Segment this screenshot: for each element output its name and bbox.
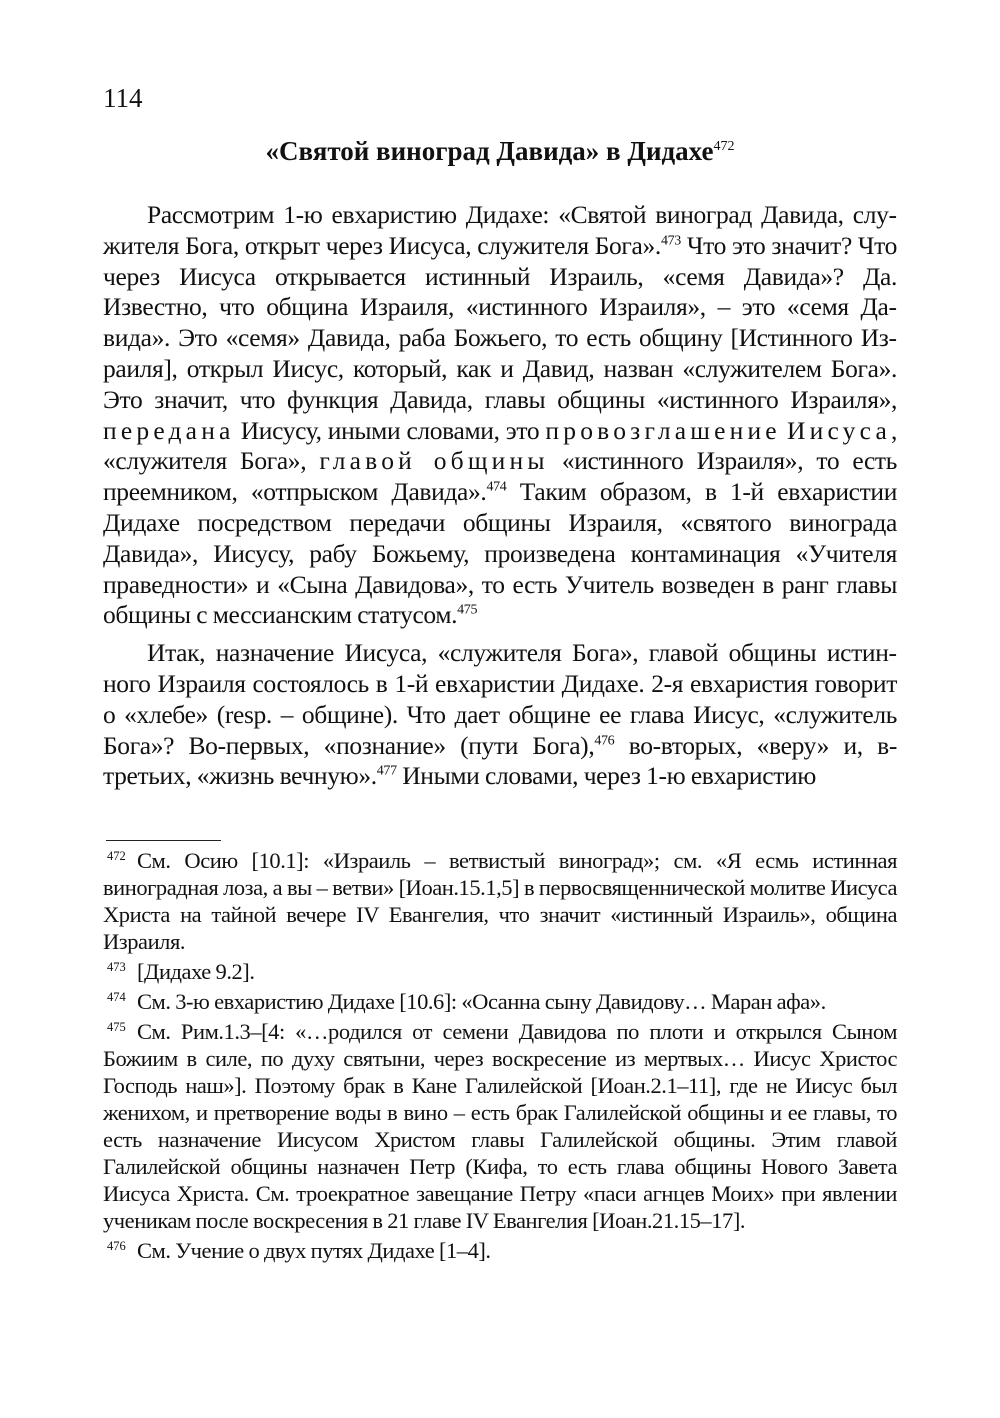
paragraph-1 bbox=[103, 200, 897, 631]
footnote-472: 472 См. Осию [10.1]: «Израиль – ветвистый виноград»; см. «Я есмь истинная виноградная лоза, а вы – ветви» [Иоан.15.1,5] в первосвященнической молитве Иисуса Христа на тайной вечере IV Евангелия, что значит «истинный Израиль», община Израиля. bbox=[103, 848, 897, 954]
section-title-text: «Святой виноград Давида» в Дидахе bbox=[265, 136, 714, 166]
footnote-ref-473[interactable]: 473 bbox=[660, 233, 681, 249]
text-run: Таким образом, в 1-й евхаристии Дидахе посредством передачи общины Израиля, «святого винограда Давида», Иисусу, рабу Божьему, произведена контаминация «Учителя праведности» и «Сына Давидова», то есть Учитель возведен в ранг главы общины с мессианским статусом. bbox=[103, 477, 897, 630]
footnote-text: [Дидахе 9.2]. bbox=[137, 959, 255, 984]
text-run: , «служителя Бога», bbox=[103, 415, 898, 476]
spaced-emphasis: передана bbox=[103, 415, 235, 445]
footnote-475: 475 См. Рим.1.3–[4: «…родился от семени Давидова по плоти и открылся Сыном Божиим в силе, по духу святыни, через воскресение из мертвых… Иисус Христос Господь наш»]. Поэтому брак в Кане Галилейской [Иоан.2.1–11], где не Иисус был женихом, и претворение воды в вино – есть брак Галилейской общины и ее главы, то есть назначение Иисусом Христом главы Галилейской общины. Этим главой Галилейской общины назначен Петр (Кифа, то есть глава общины Нового Завета Иисуса Христа. См. троекратное завещание Петру «паси агнцев Моих» при явлении ученикам после воскресения в 21 главе IV Евангелия [Иоан.21.15–17]. bbox=[103, 1019, 897, 1233]
spaced-emphasis: главой общины bbox=[319, 446, 549, 476]
footnote-473: 473 [Дидахе 9.2]. bbox=[107, 959, 255, 984]
footnote-474: 474 См. 3-ю евхаристию Дидахе [10.6]: «Осанна сыну Давидову… Маран афа». bbox=[107, 989, 826, 1014]
footnote-476: 476 См. Учение о двух путях Дидахе [1–4]. bbox=[107, 1238, 491, 1263]
body-text bbox=[103, 200, 897, 792]
footnote-separator bbox=[106, 840, 221, 841]
text-run: Рассмотрим 1-ю евхаристию Дидахе: «Святой виноград Давида, служителя Бога, открыт через Иисуса, служителя Бога». bbox=[103, 200, 897, 260]
text-run: Итак, назначение Иисуса, «служителя Бога», главой общины истинного Израиля состоялось в 1-й евхаристии Дидахе. 2-я евхаристия говорит о «хлебе» (resp. – общине). Что дает общине ее глава Иисус, «служитель Бога»? Во-первых, «познание» (пути Бога), bbox=[103, 638, 897, 760]
footnotes bbox=[103, 847, 897, 1264]
spaced-emphasis: провозглашение bbox=[545, 415, 781, 445]
footnote-ref-477[interactable]: 477 bbox=[376, 763, 397, 779]
footnote-text: См. 3-ю евхаристию Дидахе [10.6]: «Осанна сыну Давидову… Маран афа». bbox=[137, 989, 826, 1014]
footnote-ref-472[interactable]: 472 bbox=[713, 139, 735, 154]
footnote-ref-475[interactable]: 475 bbox=[457, 602, 478, 618]
footnote-text: См. Рим.1.3–[4: «…родился от семени Давидова по плоти и открылся Сыном Божиим в силе, по духу святыни, через воскресение из мертвых… Иисус Христос Господь наш»]. Поэтому брак в Кане Галилейской [Иоан.2.1–11], где не Иисус был женихом, и претворение воды в вино – есть брак Галилейской общины и ее главы, то есть назначение Иисусом Христом главы Галилейской общины. Этим главой Галилейской общины назначен Петр (Кифа, то есть глава общины Нового Завета Иисуса Христа. См. троекратное завещание Петру «паси агнцев Моих» при явлении ученикам после воскресения в 21 главе IV Евангелия [Иоан.21.15–17]. bbox=[103, 1019, 897, 1233]
paragraph-2 bbox=[103, 638, 897, 792]
text-run: Иисусу, иными словами, это bbox=[234, 415, 546, 445]
footnote-text: См. Учение о двух путях Дидахе [1–4]. bbox=[137, 1238, 491, 1263]
page-number: 114 bbox=[103, 83, 143, 113]
text-run: Что это значит? Что через Иисуса открывается истинный Израиль, «семя Давида»? Да. Известно, что община Израиля, «истинного Израиля», – это «семя Давида». Это «семя» Давида, раба Божьего, то есть общину [Истинного Израиля], открыл Иисус, который, как и Давид, назван «служителем Бога». Это значит, что функция Давида, главы общины «истинного Израиля», bbox=[103, 230, 897, 414]
footnote-text: См. Осию [10.1]: «Израиль – ветвистый виноград»; см. «Я есмь истинная виноградная лоза, а вы – ветви» [Иоан.15.1,5] в первосвященнической молитве Иисуса Христа на тайной вечере IV Евангелия, что значит «истинный Израиль», община Израиля. bbox=[103, 848, 897, 954]
footnote-ref-474[interactable]: 474 bbox=[486, 479, 507, 495]
footnote-ref-476[interactable]: 476 bbox=[594, 733, 615, 749]
spaced-emphasis: Иисуса bbox=[787, 415, 891, 445]
text-run: во-вторых, «веру» и, в-третьих, «жизнь вечную». bbox=[103, 730, 897, 791]
text-run: «истинного Израиля», то есть преемником, «отпрыском Давида». bbox=[103, 446, 897, 507]
text-run: Иными словами, через 1-ю евхаристию bbox=[396, 761, 816, 791]
section-title bbox=[103, 134, 897, 168]
